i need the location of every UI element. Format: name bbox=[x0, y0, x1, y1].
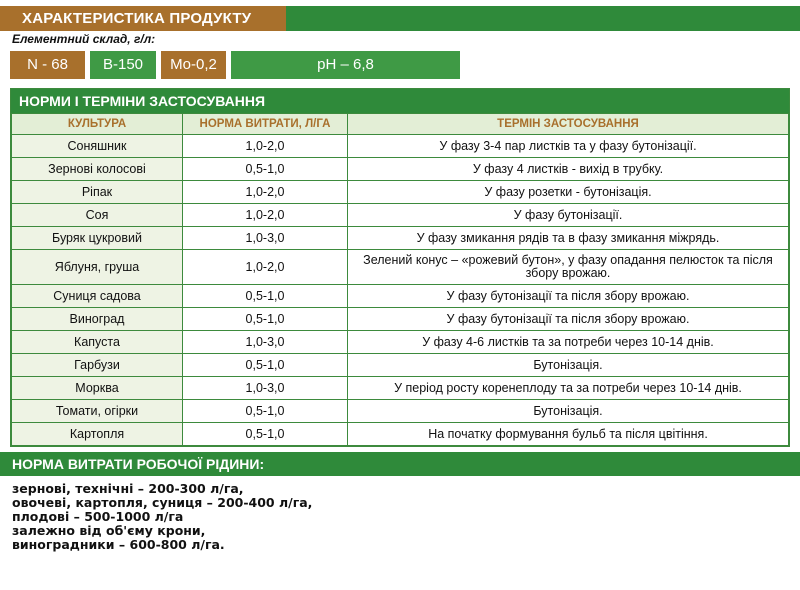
crop-cell: Морква bbox=[12, 377, 183, 400]
timing-cell: Бутонізація. bbox=[348, 400, 789, 423]
crop-cell: Ріпак bbox=[12, 181, 183, 204]
composition-chips bbox=[10, 51, 465, 79]
chip-ph: pH – 6,8 bbox=[231, 51, 460, 79]
crop-cell: Суниця садова bbox=[12, 285, 183, 308]
rate-cell: 1,0-3,0 bbox=[183, 331, 348, 354]
crop-cell: Зернові колосові bbox=[12, 158, 183, 181]
chip-boron: B-150 bbox=[90, 51, 156, 79]
working-fluid-notes bbox=[12, 482, 312, 552]
product-characteristics-title: ХАРАКТЕРИСТИКА ПРОДУКТУ bbox=[0, 6, 286, 31]
column-header-crop: КУЛЬТУРА bbox=[12, 114, 183, 135]
rate-cell: 1,0-2,0 bbox=[183, 135, 348, 158]
table-row bbox=[12, 204, 789, 227]
table-row bbox=[12, 331, 789, 354]
timing-cell: У фазу 4 листків - вихід в трубку. bbox=[348, 158, 789, 181]
timing-cell: У фазу 3-4 пар листків та у фазу бутонізації. bbox=[348, 135, 789, 158]
note-line: плодові – 500-1000 л/га bbox=[12, 509, 184, 524]
table-row bbox=[12, 377, 789, 400]
timing-cell: У фазу бутонізації та після збору врожаю. bbox=[348, 285, 789, 308]
crop-cell: Виноград bbox=[12, 308, 183, 331]
product-header-bar bbox=[0, 6, 800, 31]
note-line: зернові, технічні – 200-300 л/га, bbox=[12, 481, 244, 496]
timing-cell: Бутонізація. bbox=[348, 354, 789, 377]
crop-cell: Соя bbox=[12, 204, 183, 227]
header-bar-fill bbox=[286, 6, 800, 31]
crop-cell: Картопля bbox=[12, 423, 183, 446]
table-row bbox=[12, 308, 789, 331]
timing-cell: У фазу змикання рядів та в фазу змикання міжрядь. bbox=[348, 227, 789, 250]
column-header-rate: НОРМА ВИТРАТИ, Л/ГА bbox=[183, 114, 348, 135]
rate-cell: 0,5-1,0 bbox=[183, 285, 348, 308]
timing-cell: На початку формування бульб та після цвітіння. bbox=[348, 423, 789, 446]
table-row bbox=[12, 158, 789, 181]
crop-cell: Яблуня, груша bbox=[12, 250, 183, 285]
column-header-timing: ТЕРМІН ЗАСТОСУВАННЯ bbox=[348, 114, 789, 135]
rate-cell: 0,5-1,0 bbox=[183, 158, 348, 181]
timing-cell: У фазу бутонізації та після збору врожаю. bbox=[348, 308, 789, 331]
rate-cell: 1,0-2,0 bbox=[183, 181, 348, 204]
table-row bbox=[12, 423, 789, 446]
crop-cell: Буряк цукровий bbox=[12, 227, 183, 250]
crop-cell: Капуста bbox=[12, 331, 183, 354]
chip-molybdenum: Mo-0,2 bbox=[161, 51, 226, 79]
rate-cell: 1,0-3,0 bbox=[183, 377, 348, 400]
timing-cell: У фазу 4-6 листків та за потреби через 10-14 днів. bbox=[348, 331, 789, 354]
note-line: залежно від об'єму крони, bbox=[12, 523, 206, 538]
table-row bbox=[12, 285, 789, 308]
chip-nitrogen: N - 68 bbox=[10, 51, 85, 79]
timing-cell: У фазу бутонізації. bbox=[348, 204, 789, 227]
crop-cell: Соняшник bbox=[12, 135, 183, 158]
rate-cell: 1,0-2,0 bbox=[183, 250, 348, 285]
note-line: овочеві, картопля, суниця – 200-400 л/га, bbox=[12, 495, 313, 510]
crop-cell: Гарбузи bbox=[12, 354, 183, 377]
timing-cell: У фазу розетки - бутонізація. bbox=[348, 181, 789, 204]
rate-cell: 1,0-3,0 bbox=[183, 227, 348, 250]
timing-cell: Зелений конус – «рожевий бутон», у фазу опадання пелюсток та після збору врожаю. bbox=[348, 250, 789, 285]
table-row bbox=[12, 250, 789, 285]
timing-cell: У період росту коренеплоду та за потреби через 10-14 днів. bbox=[348, 377, 789, 400]
norms-title: НОРМИ І ТЕРМІНИ ЗАСТОСУВАННЯ bbox=[11, 89, 789, 113]
table-row bbox=[12, 400, 789, 423]
table-row bbox=[12, 181, 789, 204]
rate-cell: 0,5-1,0 bbox=[183, 423, 348, 446]
rate-cell: 0,5-1,0 bbox=[183, 400, 348, 423]
norms-table bbox=[11, 113, 789, 446]
table-row bbox=[12, 354, 789, 377]
note-line: виноградники – 600-800 л/га. bbox=[12, 537, 225, 552]
rate-cell: 1,0-2,0 bbox=[183, 204, 348, 227]
composition-label: Елементний склад, г/л: bbox=[12, 32, 156, 46]
rate-cell: 0,5-1,0 bbox=[183, 354, 348, 377]
rate-cell: 0,5-1,0 bbox=[183, 308, 348, 331]
table-row bbox=[12, 135, 789, 158]
working-fluid-title: НОРМА ВИТРАТИ РОБОЧОЇ РІДИНИ: bbox=[0, 452, 800, 476]
crop-cell: Томати, огірки bbox=[12, 400, 183, 423]
norms-table-section bbox=[10, 88, 790, 447]
table-row bbox=[12, 227, 789, 250]
